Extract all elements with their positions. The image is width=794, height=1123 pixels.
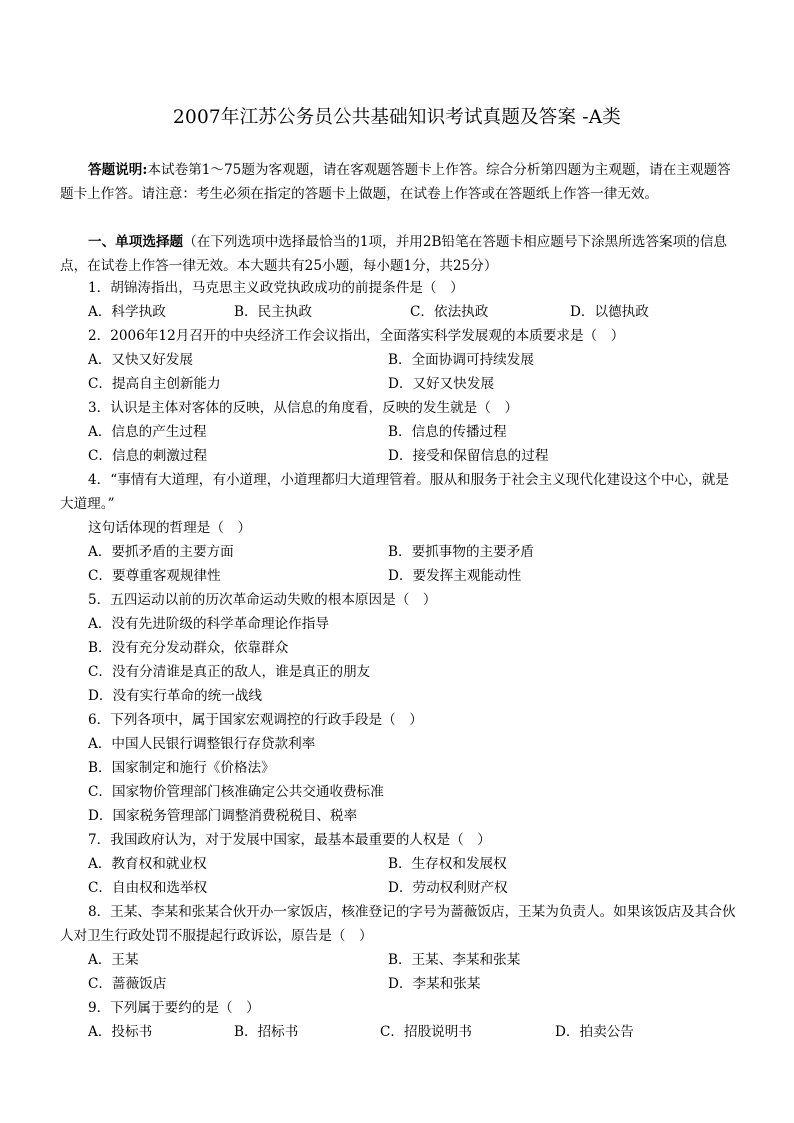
question-4-stem: 4．“事情有大道理，有小道理，小道理都归大道理管着。服从和服务于社会主义现代化建设这个中心，就是大道理。”	[60, 472, 729, 512]
section-text: （在下列选项中选择最恰当的1项，并用2B铅笔在答题卡相应题号下涂黑所选答案项的信息点，在试卷上作答一律无效。本大题共有25小题，每小题1分，共25分）	[60, 234, 728, 274]
section-heading-paragraph	[60, 230, 740, 278]
instructions-text: 本试卷第1～75题为客观题，请在客观题答题卡上作答。综合分析第四题为主观题，请在主观题答题卡上作答。请注意：考生必须在指定的答题卡上做题，在试卷上作答或在答题纸上作答一律无效。	[60, 162, 731, 202]
question-3-option-d: D．接受和保留信息的过程	[388, 448, 549, 464]
question-7-option-a: A．教育权和就业权	[88, 856, 207, 872]
question-6-option-a: A．中国人民银行调整银行存贷款利率	[88, 736, 316, 752]
question-9-option-c: C．招股说明书	[380, 1024, 472, 1040]
question-5-option-a: A．没有先进阶级的科学革命理论作指导	[88, 616, 329, 632]
question-2-option-c: C．提高自主创新能力	[88, 376, 221, 392]
question-7-stem: 7．我国政府认为，对于发展中国家，最基本最重要的人权是（ ）	[88, 832, 491, 848]
question-8-stem: 8．王某、李某和张某合伙开办一家饭店，核准登记的字号为蔷薇饭店，王某为负责人。如果该饭店及其合伙人对卫生行政处罚不服提起行政诉讼，原告是（ ）	[60, 904, 736, 944]
instructions-label: 答题说明:	[88, 162, 148, 178]
question-8-option-b: B．王某、李某和张某	[388, 952, 521, 968]
question-5-stem: 5．五四运动以前的历次革命运动失败的根本原因是（ ）	[88, 592, 437, 608]
question-6-option-b: B．国家制定和施行《价格法》	[88, 760, 275, 776]
question-4-stem-continued: 这句话体现的哲理是（ ）	[88, 520, 252, 536]
question-1-option-b: B．民主执政	[234, 304, 312, 320]
page-title: 2007年江苏公务员公共基础知识考试真题及答案 -A类	[173, 107, 621, 128]
question-5-option-b: B．没有充分发动群众，依靠群众	[88, 640, 289, 656]
question-4-option-c: C．要尊重客观规律性	[88, 568, 221, 584]
question-8-option-c: C．蔷薇饭店	[88, 976, 167, 992]
question-2-option-d: D．又好又快发展	[388, 376, 495, 392]
question-5-option-d: D．没有实行革命的统一战线	[88, 688, 263, 704]
question-4-option-a: A．要抓矛盾的主要方面	[88, 544, 234, 560]
section-label: 一、单项选择题	[88, 234, 184, 250]
question-2-option-a: A．又快又好发展	[88, 352, 193, 368]
question-3-option-a: A．信息的产生过程	[88, 424, 207, 440]
question-1-option-c: C．依法执政	[410, 304, 489, 320]
question-3-option-b: B．信息的传播过程	[388, 424, 507, 440]
question-2-option-b: B．全面协调可持续发展	[388, 352, 534, 368]
question-6-option-c: C．国家物价管理部门核准确定公共交通收费标准	[88, 784, 384, 800]
question-3-stem: 3．认识是主体对客体的反映，从信息的角度看，反映的发生就是（ ）	[88, 400, 519, 416]
question-7-option-c: C．自由权和选举权	[88, 880, 208, 896]
question-4-option-d: D．要发挥主观能动性	[388, 568, 522, 584]
instructions-paragraph	[60, 158, 740, 206]
question-7-option-d: D．劳动权利财产权	[388, 880, 508, 896]
question-9-stem: 9．下列属于要约的是（ ）	[88, 1000, 260, 1016]
question-8-option-a: A．王某	[88, 952, 139, 968]
question-5-option-c: C．没有分清谁是真正的敌人，谁是真正的朋友	[88, 664, 371, 680]
question-2-stem: 2．2006年12月召开的中央经济工作会议指出，全面落实科学发展观的本质要求是（ ）	[88, 328, 625, 344]
question-6-option-d: D．国家税务管理部门调整消费税税目、税率	[88, 808, 358, 824]
question-1-option-a: A．科学执政	[88, 304, 166, 320]
question-9-option-a: A．投标书	[88, 1024, 153, 1040]
question-8-option-d: D．李某和张某	[388, 976, 481, 992]
question-4-option-b: B．要抓事物的主要矛盾	[388, 544, 534, 560]
question-1-stem: 1．胡锦涛指出，马克思主义政党执政成功的前提条件是（ ）	[88, 280, 464, 296]
question-9-option-d: D．拍卖公告	[555, 1024, 634, 1040]
question-1-option-d: D．以德执政	[570, 304, 649, 320]
question-3-option-c: C．信息的刺激过程	[88, 448, 208, 464]
question-9-option-b: B．招标书	[234, 1024, 299, 1040]
question-7-option-b: B．生存权和发展权	[388, 856, 507, 872]
question-6-stem: 6．下列各项中，属于国家宏观调控的行政手段是（ ）	[88, 712, 423, 728]
